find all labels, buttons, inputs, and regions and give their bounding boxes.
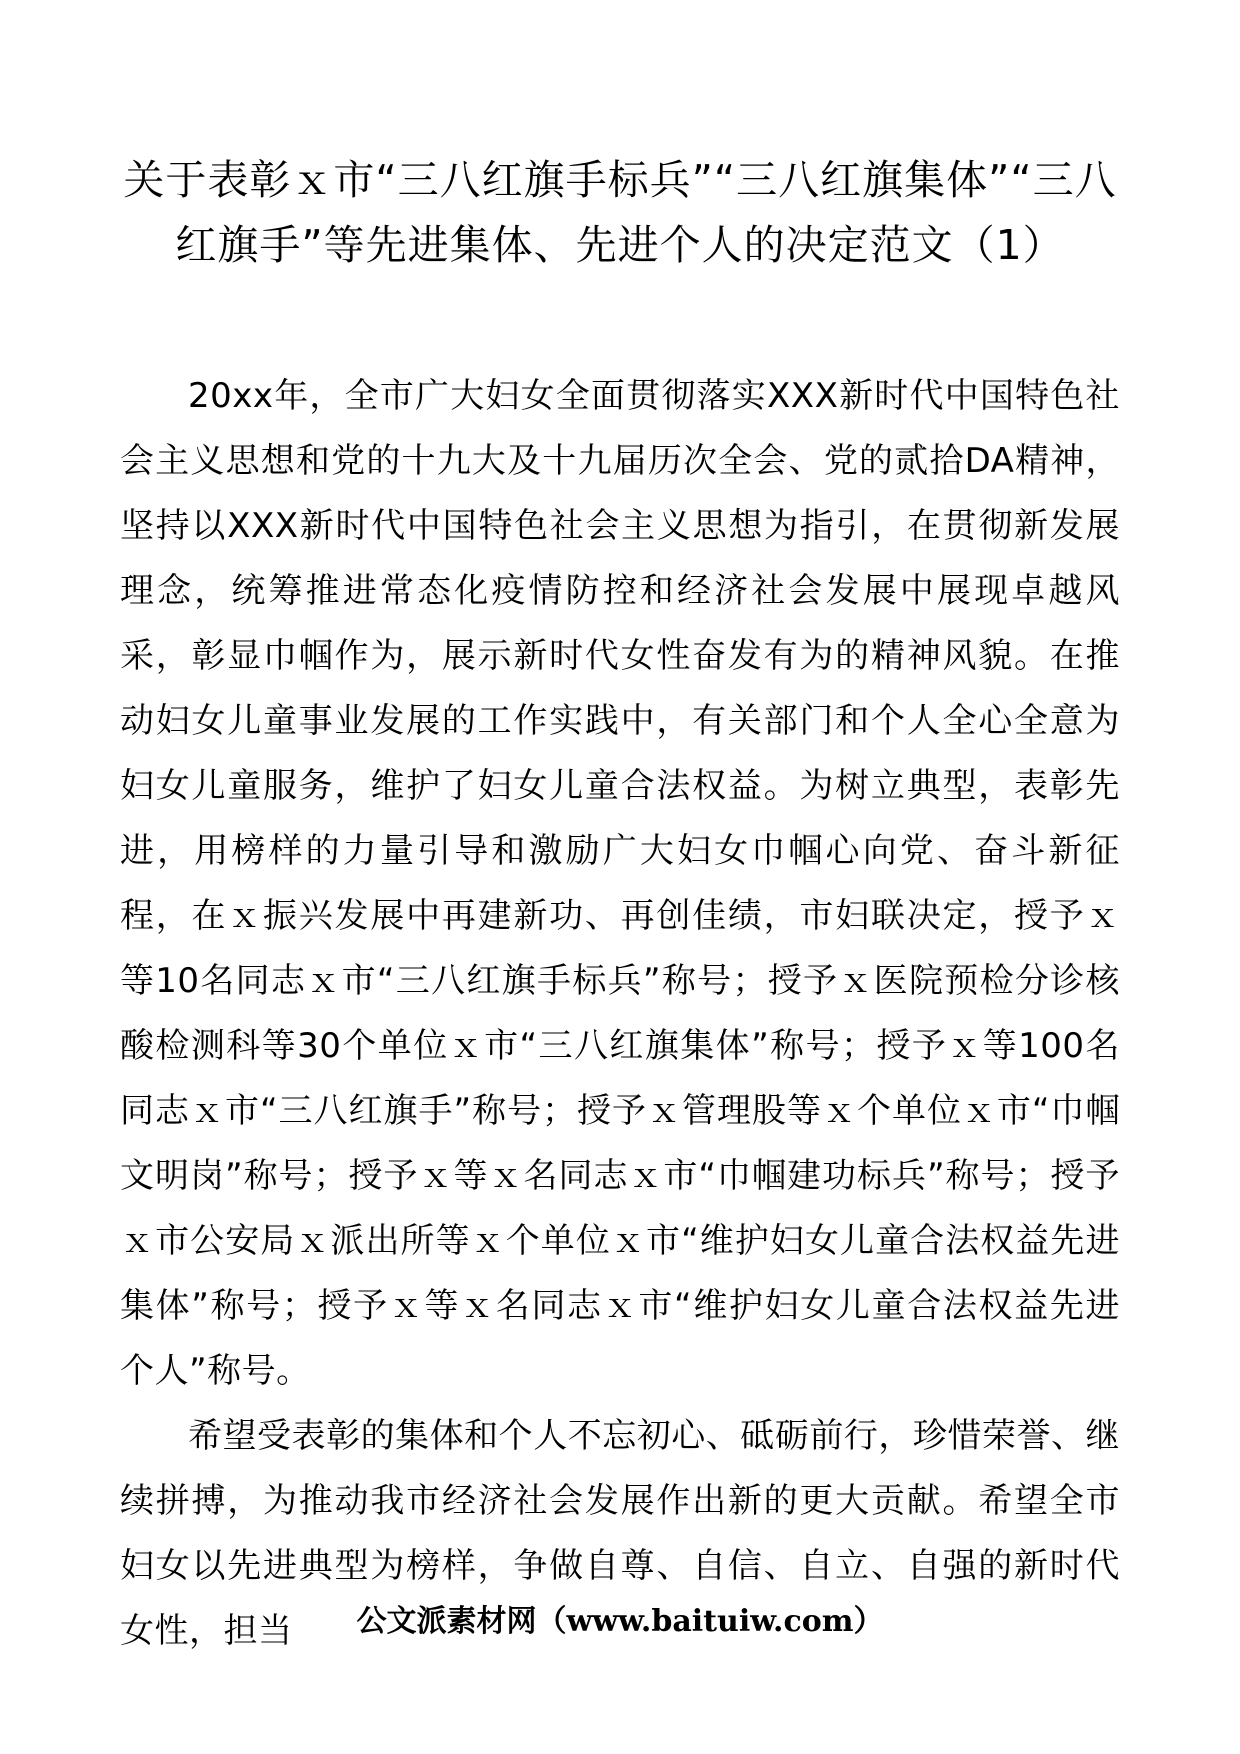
footer-watermark: 公文派素材网（www.baituiw.com） bbox=[356, 1604, 884, 1639]
document-body bbox=[120, 364, 1120, 1664]
body-paragraph-2: 希望受表彰的集体和个人不忘初心、砥砺前行，珍惜荣誉、继续拼搏，为推动我市经济社会发展作出新的更大贡献。希望全市妇女以先进典型为榜样，争做自尊、自信、自立、自强的新时代女性，担当 bbox=[120, 1416, 1120, 1651]
body-paragraph-1: 20xx年，全市广大妇女全面贯彻落实XXX新时代中国特色社会主义思想和党的十九大及十九届历次全会、党的贰拾DA精神，坚持以XXX新时代中国特色社会主义思想为指引，在贯彻新发展理念，统筹推进常态化疫情防控和经济社会发展中展现卓越风采，彰显巾帼作为，展示新时代女性奋发有为的精神风貌。在推动妇女儿童事业发展的工作实践中，有关部门和个人全心全意为妇女儿童服务，维护了妇女儿童合法权益。为树立典型，表彰先进，用榜样的力量引导和激励广大妇女巾帼心向党、奋斗新征程，在ｘ振兴发展中再建新功、再创佳绩，市妇联决定，授予ｘ等10名同志ｘ市“三八红旗手标兵”称号；授予ｘ医院预检分诊核酸检测科等30个单位ｘ市“三八红旗集体”称号；授予ｘ等100名同志ｘ市“三八红旗手”称号；授予ｘ管理股等ｘ个单位ｘ市“巾帼文明岗”称号；授予ｘ等ｘ名同志ｘ市“巾帼建功标兵”称号；授予ｘ市公安局ｘ派出所等ｘ个单位ｘ市“维护妇女儿童合法权益先进集体”称号；授予ｘ等ｘ名同志ｘ市“维护妇女儿童合法权益先进个人”称号。 bbox=[120, 376, 1120, 1391]
document-title: 关于表彰ｘ市“三八红旗手标兵”“三八红旗集体”“三八红旗手”等先进集体、先进个人的决定范文（1） bbox=[123, 156, 1117, 269]
